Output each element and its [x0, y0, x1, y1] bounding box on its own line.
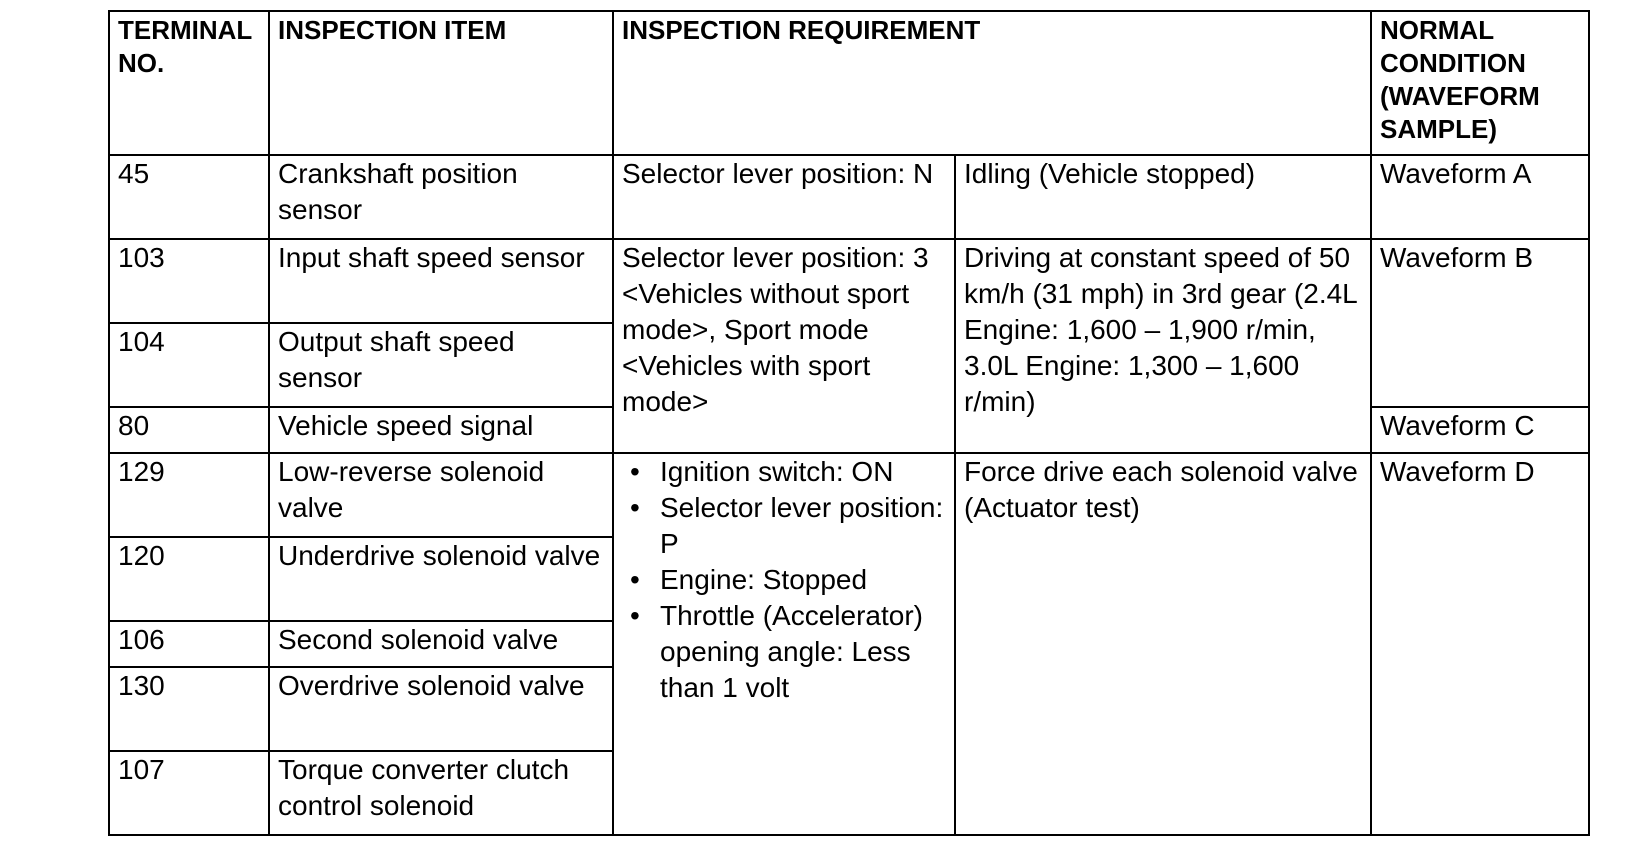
header-inspection-item: INSPECTION ITEM: [269, 11, 613, 155]
list-item: [622, 598, 946, 706]
bullet-text: Throttle (Accelerator) opening angle: Less than 1 volt: [660, 600, 923, 703]
item-cell: Input shaft speed sensor: [269, 239, 613, 323]
normal-condition-cell: Waveform C: [1371, 407, 1589, 453]
table-row: [109, 453, 1589, 537]
normal-condition-cell: Waveform D: [1371, 453, 1589, 835]
item-cell: Vehicle speed signal: [269, 407, 613, 453]
bullet-icon: •: [630, 492, 640, 523]
header-normal-condition: NORMAL CONDITION (WAVEFORM SAMPLE): [1371, 11, 1589, 155]
terminal-cell: 120: [109, 537, 269, 621]
bullet-text: Ignition switch: ON: [660, 456, 894, 487]
terminal-cell: 80: [109, 407, 269, 453]
terminal-cell: 130: [109, 667, 269, 751]
requirement-selector-cell: Selector lever position: N: [613, 155, 955, 239]
requirement-selector-cell: Selector lever position: 3 <Vehicles without sport mode>, Sport mode <Vehicles with sport mode>: [613, 239, 955, 453]
terminal-cell: 45: [109, 155, 269, 239]
requirement-condition-cell: Idling (Vehicle stopped): [955, 155, 1371, 239]
bullet-text: Engine: Stopped: [660, 564, 868, 595]
terminal-cell: 107: [109, 751, 269, 835]
item-cell: Overdrive solenoid valve: [269, 667, 613, 751]
table-row: [109, 239, 1589, 323]
terminal-cell: 129: [109, 453, 269, 537]
bullet-text: Selector lever position: P: [660, 492, 944, 559]
terminal-cell: 106: [109, 621, 269, 667]
requirement-condition-cell: Driving at constant speed of 50 km/h (31 mph) in 3rd gear (2.4L Engine: 1,600 – 1,900 r/min, 3.0L Engine: 1,300 – 1,600 r/min): [955, 239, 1371, 453]
list-item: [622, 490, 946, 562]
header-row: [109, 11, 1589, 155]
item-cell: Output shaft speed sensor: [269, 323, 613, 407]
table-row: [109, 155, 1589, 239]
normal-condition-cell: Waveform B: [1371, 239, 1589, 407]
terminal-cell: 104: [109, 323, 269, 407]
requirement-bullets-cell: [613, 453, 955, 835]
normal-condition-cell: Waveform A: [1371, 155, 1589, 239]
requirement-condition-cell: Force drive each solenoid valve (Actuator test): [955, 453, 1371, 835]
header-terminal-no: TERMINAL NO.: [109, 11, 269, 155]
terminal-inspection-table: [108, 10, 1590, 836]
bullet-icon: •: [630, 600, 640, 631]
item-cell: Crankshaft position sensor: [269, 155, 613, 239]
item-cell: Low-reverse solenoid valve: [269, 453, 613, 537]
terminal-cell: 103: [109, 239, 269, 323]
bullet-icon: •: [630, 564, 640, 595]
item-cell: Underdrive solenoid valve: [269, 537, 613, 621]
requirement-bullet-list: [622, 454, 946, 706]
item-cell: Torque converter clutch control solenoid: [269, 751, 613, 835]
header-inspection-requirement: INSPECTION REQUIREMENT: [613, 11, 1371, 155]
list-item: [622, 562, 946, 598]
bullet-icon: •: [630, 456, 640, 487]
item-cell: Second solenoid valve: [269, 621, 613, 667]
list-item: [622, 454, 946, 490]
